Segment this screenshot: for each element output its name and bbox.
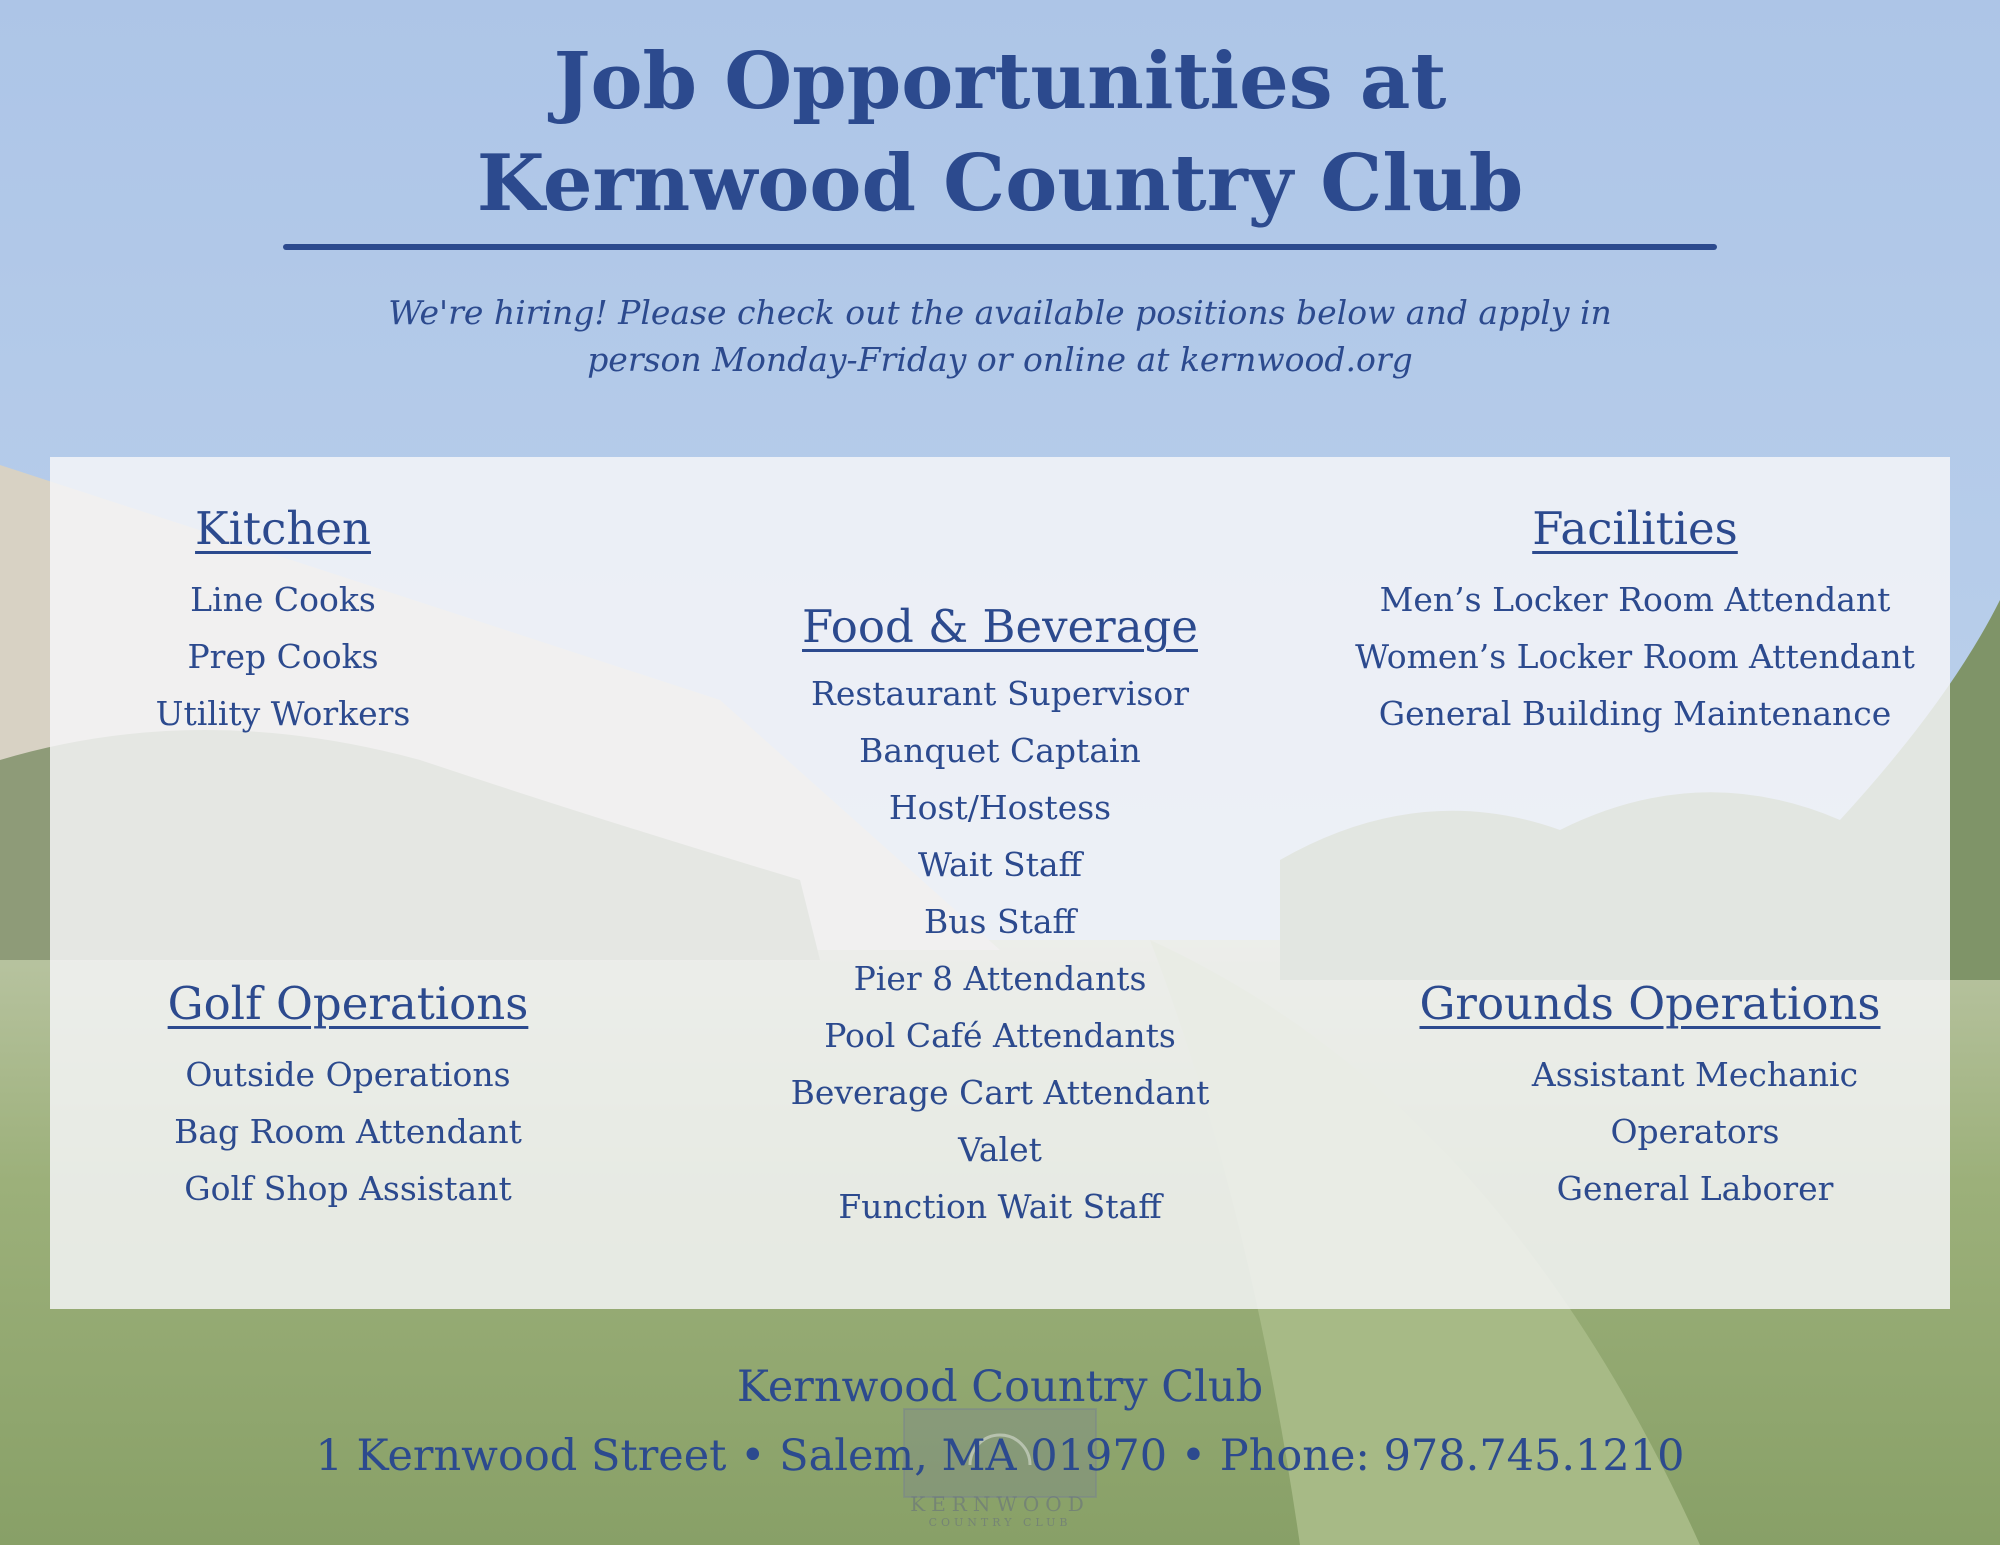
- job-list: [1330, 571, 1940, 742]
- job-item: Golf Shop Assistant: [184, 1169, 512, 1208]
- job-item: Host/Hostess: [888, 788, 1112, 827]
- section-facilities: [1330, 499, 1940, 742]
- job-item: Wait Staff: [917, 845, 1083, 884]
- section-heading: Golf Operations: [167, 977, 529, 1030]
- job-item: Restaurant Supervisor: [810, 674, 1190, 713]
- job-list: [130, 571, 436, 742]
- job-item: Operators: [1610, 1112, 1780, 1151]
- job-item: Function Wait Staff: [838, 1187, 1162, 1226]
- job-list: [760, 665, 1240, 1235]
- footer-address: 1 Kernwood Street • Salem, MA 01970 • Phone: 978.745.1210: [315, 1431, 1685, 1481]
- job-item: Outside Operations: [185, 1055, 511, 1094]
- job-item: Beverage Cart Attendant: [790, 1073, 1210, 1112]
- logo-text-line1: KERNWOOD: [910, 1492, 1090, 1516]
- job-item: Line Cooks: [190, 580, 376, 619]
- section-kitchen: [130, 499, 436, 742]
- job-item: Utility Workers: [155, 694, 411, 733]
- section-grounds-operations: [1400, 974, 1900, 1217]
- job-item: Bus Staff: [924, 902, 1076, 941]
- job-item: General Laborer: [1556, 1169, 1834, 1208]
- job-item: Pier 8 Attendants: [853, 959, 1147, 998]
- job-item: General Building Maintenance: [1378, 694, 1892, 733]
- footer-club-name: Kernwood Country Club: [736, 1362, 1264, 1412]
- subtitle-line1: We're hiring! Please check out the available positions below and apply in: [388, 293, 1612, 332]
- section-heading: Grounds Operations: [1419, 977, 1881, 1030]
- job-item: Pool Café Attendants: [824, 1016, 1176, 1055]
- section-food-beverage: [760, 597, 1240, 1235]
- job-item: Men’s Locker Room Attendant: [1379, 580, 1891, 619]
- page-title-line2: Kernwood Country Club: [476, 138, 1524, 229]
- job-list: [1400, 1046, 1900, 1217]
- section-heading: Facilities: [1532, 502, 1738, 555]
- job-item: Valet: [958, 1130, 1042, 1169]
- job-item: Bag Room Attendant: [174, 1112, 522, 1151]
- job-item: Assistant Mechanic: [1531, 1055, 1859, 1094]
- job-list: [148, 1046, 548, 1217]
- job-item: Prep Cooks: [187, 637, 379, 676]
- section-heading: Food & Beverage: [802, 600, 1198, 653]
- job-item: Banquet Captain: [859, 731, 1141, 770]
- logo-text-line2: COUNTRY CLUB: [928, 1516, 1072, 1529]
- section-golf-operations: [148, 974, 548, 1217]
- job-item: Women’s Locker Room Attendant: [1355, 637, 1915, 676]
- page-title-line1: Job Opportunities at: [553, 36, 1447, 127]
- subtitle-line2: person Monday-Friday or online at kernwood.org: [587, 340, 1413, 379]
- title-divider: [283, 244, 1717, 250]
- section-heading: Kitchen: [195, 502, 371, 555]
